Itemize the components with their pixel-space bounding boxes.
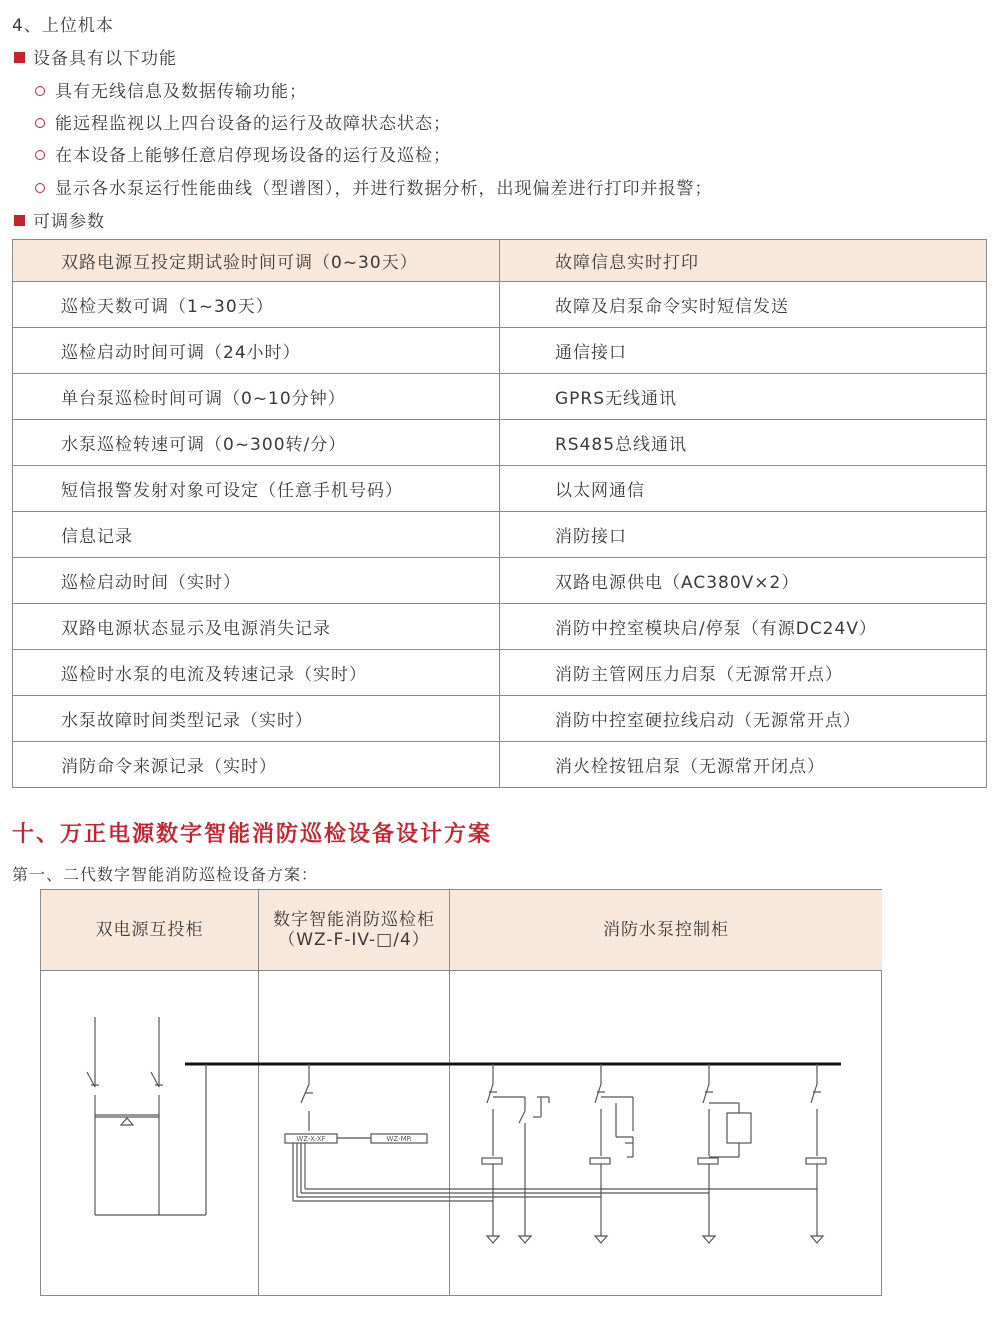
feature-text: 能远程监视以上四台设备的运行及故障状态状态；	[55, 114, 451, 134]
feature-item	[35, 77, 307, 102]
circle-bullet-icon	[35, 86, 45, 96]
table-cell: 单台泵巡检时间可调（0~10分钟）	[13, 374, 500, 420]
table-cell: 巡检启动时间（实时）	[13, 558, 500, 604]
table-cell: 短信报警发射对象可设定（任意手机号码）	[13, 466, 500, 512]
wiring-schematic	[41, 971, 881, 1296]
table-row	[13, 696, 987, 742]
params-table	[12, 239, 987, 788]
table-cell: 消防中控室硬拉线启动（无源常开点）	[500, 696, 987, 742]
table-row	[13, 650, 987, 696]
header-label: 消防水泵控制柜	[603, 920, 729, 940]
feature-text: 在本设备上能够任意启停现场设备的运行及巡检；	[55, 146, 451, 166]
circle-bullet-icon	[35, 150, 45, 160]
table-cell: 双路电源供电（AC380V×2）	[500, 558, 987, 604]
table-cell: 消防接口	[500, 512, 987, 558]
table-cell: 巡检时水泵的电流及转速记录（实时）	[13, 650, 500, 696]
table-cell: 故障及启泵命令实时短信发送	[500, 282, 987, 328]
header-label: 双电源互投柜	[95, 920, 204, 940]
table-row	[13, 604, 987, 650]
module-label-wz-mr: WZ-MR	[386, 1135, 412, 1143]
table-row	[13, 512, 987, 558]
feature-item	[35, 141, 451, 166]
table-cell: 信息记录	[13, 512, 500, 558]
table-cell: 双路电源互投定期试验时间可调（0~30天）	[13, 240, 500, 282]
diagram-header-inspection-cabinet	[259, 890, 449, 970]
table-row	[13, 558, 987, 604]
header-label: 数字智能消防巡检柜	[273, 910, 435, 930]
section-heading: 4、上位机本	[12, 16, 114, 36]
feature-item	[35, 174, 713, 199]
table-cell: 双路电源状态显示及电源消失记录	[13, 604, 500, 650]
table-row	[13, 282, 987, 328]
table-cell: 故障信息实时打印	[500, 240, 987, 282]
square-bullet-icon	[14, 52, 25, 63]
table-cell: 消防中控室模块启/停泵（有源DC24V）	[500, 604, 987, 650]
table-row	[13, 328, 987, 374]
params-heading	[14, 207, 105, 232]
feature-text: 显示各水泵运行性能曲线（型谱图），并进行数据分析，出现偏差进行打印并报警；	[55, 179, 713, 199]
table-cell: 消火栓按钮启泵（无源常开闭点）	[500, 742, 987, 788]
table-cell: 水泵巡检转速可调（0~300转/分）	[13, 420, 500, 466]
square-bullet-icon	[14, 215, 25, 226]
table-cell: GPRS无线通讯	[500, 374, 987, 420]
header-model-label: （WZ-F-IV-□/4）	[278, 930, 430, 950]
features-heading	[14, 44, 177, 69]
feature-text: 具有无线信息及数据传输功能；	[55, 82, 307, 102]
features-heading-label: 设备具有以下功能	[33, 49, 177, 69]
table-cell: 消防主管网压力启泵（无源常开点）	[500, 650, 987, 696]
table-cell: RS485总线通讯	[500, 420, 987, 466]
scheme-diagram	[40, 889, 882, 1296]
diagram-header-pump-control	[450, 890, 882, 970]
table-cell: 巡检启动时间可调（24小时）	[13, 328, 500, 374]
module-label-wz-x-xf: WZ-X-XF	[296, 1135, 326, 1143]
table-row	[13, 466, 987, 512]
table-cell: 以太网通信	[500, 466, 987, 512]
table-cell: 巡检天数可调（1~30天）	[13, 282, 500, 328]
table-row	[13, 240, 987, 282]
table-row	[13, 374, 987, 420]
params-heading-label: 可调参数	[33, 212, 105, 232]
feature-item	[35, 109, 451, 134]
table-row	[13, 420, 987, 466]
table-row	[13, 742, 987, 788]
table-cell: 水泵故障时间类型记录（实时）	[13, 696, 500, 742]
table-cell: 通信接口	[500, 328, 987, 374]
circle-bullet-icon	[35, 118, 45, 128]
circle-bullet-icon	[35, 183, 45, 193]
diagram-header-dual-power	[41, 890, 258, 970]
section-title: 十、万正电源数字智能消防巡检设备设计方案	[12, 822, 493, 847]
section-subtitle: 第一、二代数字智能消防巡检设备方案：	[12, 865, 319, 884]
table-cell: 消防命令来源记录（实时）	[13, 742, 500, 788]
